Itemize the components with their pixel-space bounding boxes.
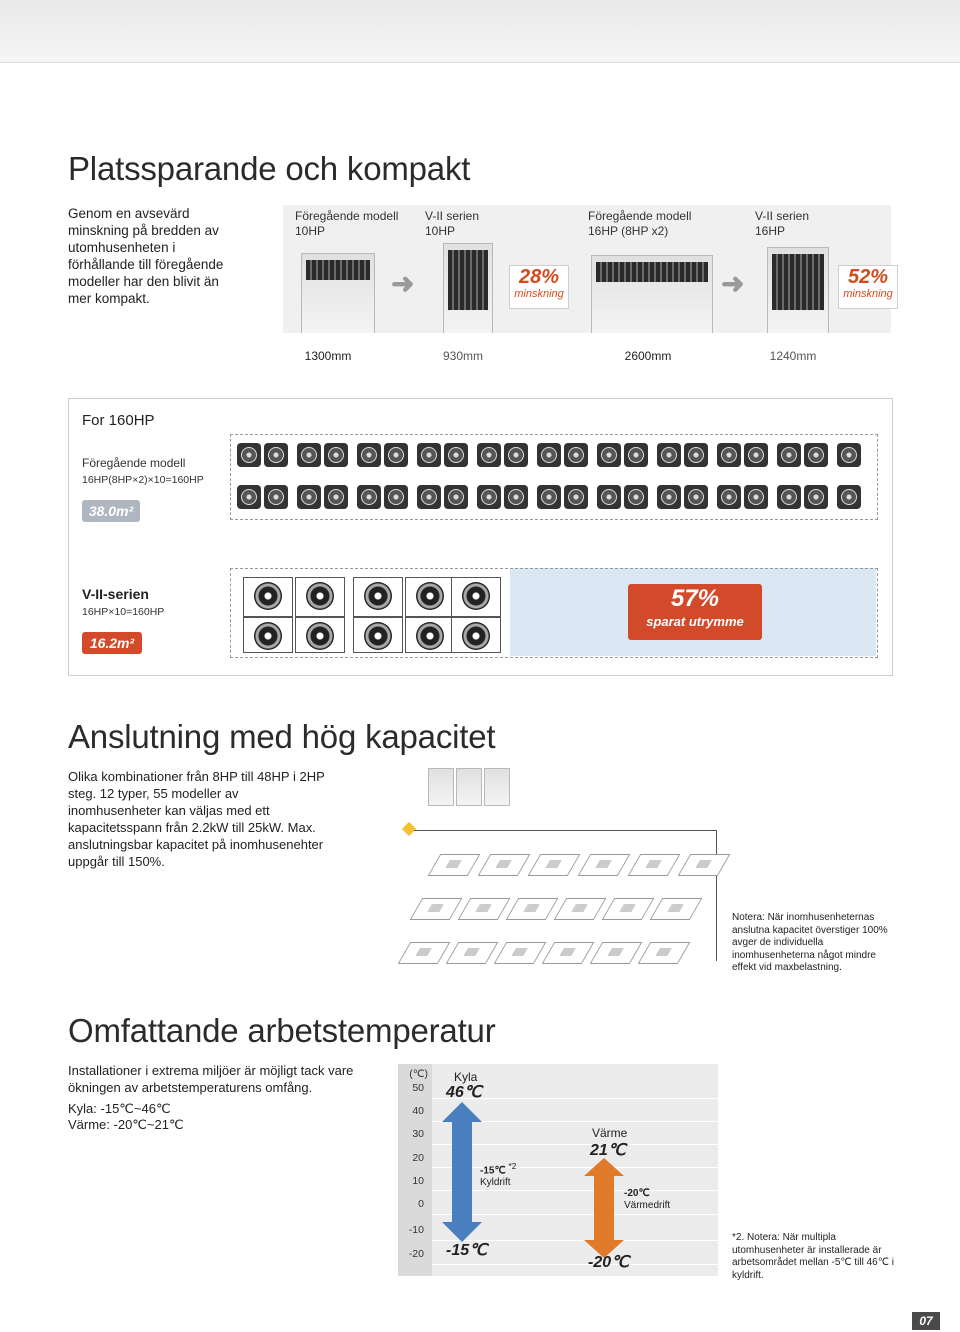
space-intro-text: Genom en avsevärd minskning på bredden av utomhusenheten i förhållande till föregående modeller har den blivit än mer kompakt. xyxy=(68,206,224,306)
page-number: 07 xyxy=(912,1312,940,1330)
section-title-space: Platssparande och kompakt xyxy=(68,150,471,187)
cooling-range: Kyla: -15℃~46℃ xyxy=(68,1101,171,1116)
temperature-chart xyxy=(398,1064,718,1276)
comparison-panel xyxy=(283,205,891,371)
space-saved-pct: 57% xyxy=(670,585,720,612)
outdoor-unit-1 xyxy=(428,768,454,806)
temperature-footnote: *2. Notera: När multipla utomhusenheter är installerade är arbetsområdet mellan -5℃ till 46℃ i kyldrift. xyxy=(732,1232,894,1281)
capacity-text: Olika kombinationer från 8HP till 48HP i 2HP steg. 12 typer, 55 modeller av inomhusenheter kan väljas med ett kapacitetsspann från 2.2kW till 25kW. Max. anslutningsbar kapacitet på inomhusenehter uppgår till 150%. xyxy=(68,769,325,869)
temp-unit-label: (℃) xyxy=(409,1068,428,1080)
tick-30: 30 xyxy=(412,1128,424,1140)
section-title-capacity: Anslutning med hög kapacitet xyxy=(68,718,496,755)
tick-neg20: -20 xyxy=(408,1248,424,1260)
heat-label: Värme xyxy=(592,1126,628,1140)
space-saved-badge xyxy=(628,584,762,640)
vii-series-label: V-II-serien xyxy=(82,586,149,602)
tick-50: 50 xyxy=(412,1082,424,1094)
new-fan-grid xyxy=(230,568,878,658)
capacity-note: Notera: När inomhusenheternas anslutna kapacitet överstiger 100% avger de individuella inomhusenheterna något mindre effekt vid maxbelastning. xyxy=(732,912,888,973)
outdoor-unit-3 xyxy=(484,768,510,806)
prev-model-label: Föregående modell xyxy=(82,456,186,470)
tick-10: 10 xyxy=(412,1175,424,1187)
heat-max-label: 21℃ xyxy=(590,1142,626,1159)
dim-930: 930mm xyxy=(442,349,483,363)
outdoor-unit-2 xyxy=(456,768,482,806)
prev-fan-grid xyxy=(230,434,878,520)
cool-label: Kyla xyxy=(454,1070,478,1084)
heating-range-arrow xyxy=(584,1158,624,1258)
arrow-right-icon: ➜ xyxy=(391,268,415,299)
col3-label: Föregående modell 16HP (8HP x2) xyxy=(588,209,692,238)
reduction-badge-28: 28% minskning xyxy=(509,265,569,309)
new-area-badge: 16.2m² xyxy=(82,632,142,654)
top-banner xyxy=(0,0,960,63)
for-160hp-heading: For 160HP xyxy=(82,412,155,429)
reduction-badge-52: 52% minskning xyxy=(838,265,898,309)
tick-40: 40 xyxy=(412,1105,424,1117)
vii-16hp-unit-image xyxy=(767,247,829,335)
section-title-temperature: Omfattande arbetstemperatur xyxy=(68,1012,496,1049)
arrow-right-icon: ➜ xyxy=(721,268,745,299)
tick-0: 0 xyxy=(418,1198,424,1210)
system-diagram xyxy=(396,762,726,974)
heat-mode-label: -20℃ Värmedrift xyxy=(624,1188,671,1211)
prev-10hp-unit-image xyxy=(301,253,375,335)
cooling-range-arrow xyxy=(442,1102,482,1242)
vii-series-formula: 16HP×10=160HP xyxy=(82,606,165,618)
prev-16hp-unit-image xyxy=(591,255,713,335)
col4-label: V-II serien 16HP xyxy=(755,209,810,238)
heating-range: Värme: -20℃~21℃ xyxy=(68,1117,184,1132)
cool-max-label: 46℃ xyxy=(446,1084,482,1101)
multi-cool-label: -15℃ $^{*2}$ Kyldrift xyxy=(480,1161,517,1189)
space-saved-text: sparat utrymme xyxy=(646,614,744,629)
dim-1300: 1300mm xyxy=(304,349,352,363)
prev-area-badge: 38.0m² xyxy=(82,500,140,522)
temperature-intro: Installationer i extrema miljöer är möjligt tack vare ökningen av arbetstemperaturens omfång. xyxy=(68,1063,354,1095)
heat-min-label: -20℃ xyxy=(588,1254,630,1271)
prev-model-formula: 16HP(8HP×2)×10=160HP xyxy=(82,474,204,486)
dim-1240: 1240mm xyxy=(769,349,817,363)
vii-10hp-unit-image xyxy=(443,243,493,335)
tick-20: 20 xyxy=(412,1152,424,1164)
tick-neg10: -10 xyxy=(408,1224,424,1236)
cool-min-label: -15℃ xyxy=(446,1242,488,1259)
col2-label: V-II serien 10HP xyxy=(425,209,480,238)
dim-2600: 2600mm xyxy=(624,349,672,363)
col1-label: Föregående modell 10HP xyxy=(295,209,399,238)
